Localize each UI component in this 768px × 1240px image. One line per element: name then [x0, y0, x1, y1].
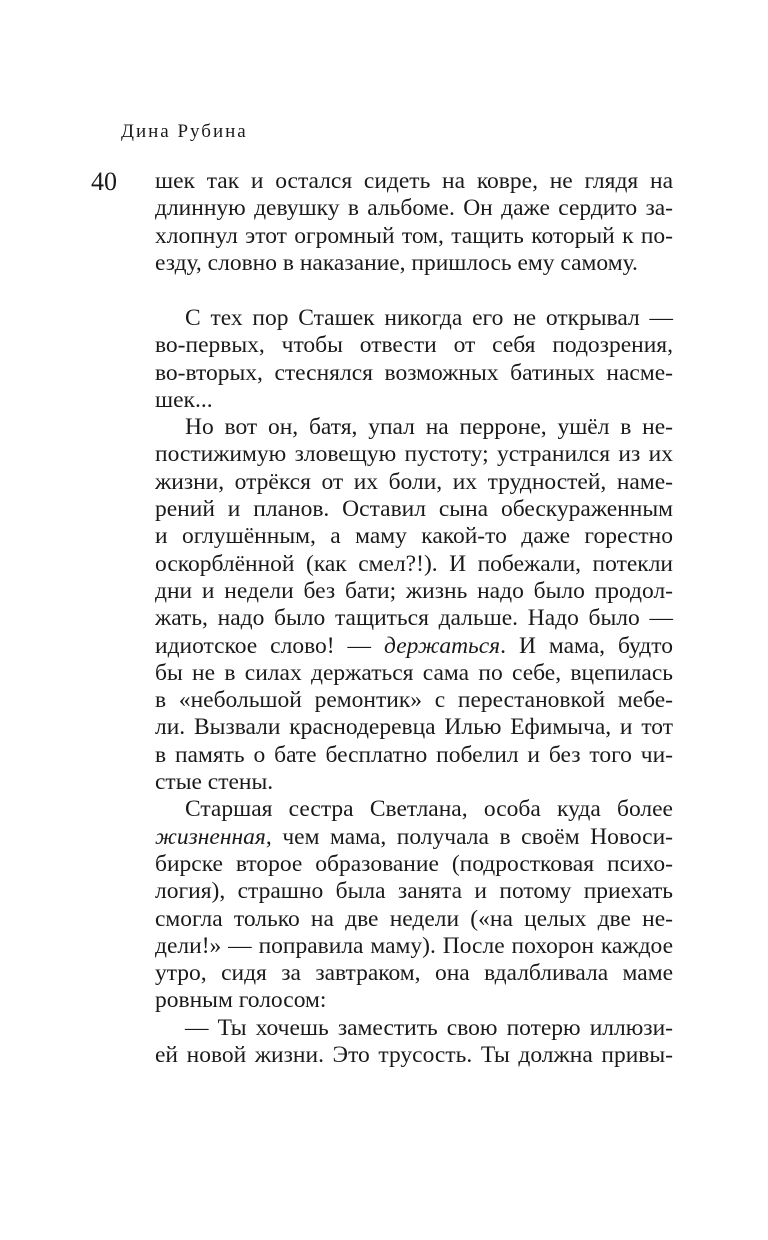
- text-line: постижимую зловещую пустоту; устранился из их: [155, 441, 673, 468]
- text-line: бирске второе образование (подростковая психо-: [155, 850, 673, 877]
- line-segment: . И мама, будто: [500, 632, 673, 659]
- text-line: ли. Вызвали краснодеревца Илью Ефимыча, и тот: [155, 714, 673, 741]
- text-line: езду, словно в наказание, пришлось ему самому.: [155, 249, 638, 276]
- line-segment: идиотское слово! —: [155, 632, 385, 659]
- text-line: смогла только на две недели («на целых две не-: [155, 905, 673, 932]
- page-number: 40: [91, 167, 117, 196]
- text-line: дни и недели без бати; жизнь надо было продол-: [155, 577, 673, 604]
- running-head-author: Дина Рубина: [121, 121, 248, 142]
- text-line: оскорблённой (как смел?!). И побежали, потекли: [155, 550, 673, 577]
- text-line: стые стены.: [155, 769, 274, 796]
- text-line: шек так и остался сидеть на ковре, не глядя на: [155, 168, 673, 194]
- text-line: и оглушённым, а маму какой-то даже горестно: [155, 523, 673, 550]
- text-line: ровным голосом:: [155, 987, 327, 1014]
- text-line: во-вторых, стеснялся возможных батиных насме-: [155, 359, 673, 386]
- text-line: — Ты хочешь заместить свою потерю иллюзи-: [185, 1014, 673, 1041]
- text-line: жизни, отрёкся от их боли, их трудностей, наме-: [155, 468, 673, 495]
- text-block-top: [155, 168, 673, 277]
- text-line: утро, сидя за завтраком, она вдалбливала маме: [155, 960, 673, 987]
- line-segment: , чем мама, получала в своём Новоси-: [265, 823, 673, 850]
- text-line: рений и планов. Оставил сына обескураженным: [155, 496, 673, 523]
- text-line: бы не в силах держаться сама по себе, вцепилась: [155, 659, 673, 686]
- italic-word: жизненная: [155, 823, 266, 850]
- text-line: в память о бате бесплатно побелил и без того чи-: [155, 741, 673, 768]
- italic-word: держаться: [384, 632, 501, 659]
- text-line: дели!» — поправила маму). После похорон каждое: [155, 932, 673, 959]
- text-line: ей новой жизни. Это трусость. Ты должна привы-: [155, 1042, 673, 1069]
- text-line: логия), страшно была занята и потому приехать: [155, 878, 673, 905]
- text-line: шек...: [155, 386, 213, 413]
- text-line: С тех пор Сташек никогда его не открывал —: [185, 305, 673, 331]
- text-line: Но вот он, батя, упал на перроне, ушёл в не-: [185, 414, 673, 441]
- text-line: во-первых, чтобы отвести от себя подозрения,: [155, 332, 673, 359]
- text-line-with-italic: [155, 633, 673, 660]
- text-line: хлопнул этот огромный том, тащить который к по-: [155, 222, 673, 249]
- text-line: Старшая сестра Светлана, особа куда более: [185, 796, 673, 823]
- text-line: длинную девушку в альбоме. Он даже сердито за-: [155, 195, 673, 222]
- text-block-main: [155, 305, 673, 1069]
- text-line: в «небольшой ремонтик» с перестановкой мебе-: [155, 687, 673, 714]
- text-line: жать, надо было тащиться дальше. Надо было —: [155, 605, 673, 632]
- text-line-with-italic: [155, 824, 673, 851]
